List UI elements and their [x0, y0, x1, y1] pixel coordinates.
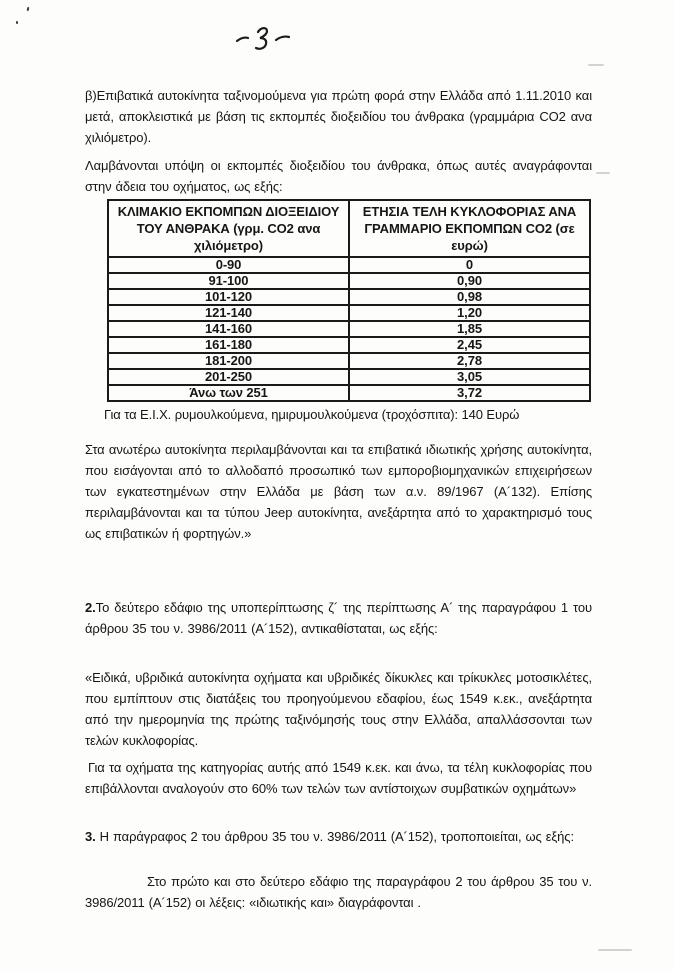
paragraph-intro-b: β)Επιβατικά αυτοκίνητα ταξινομούμενα για πρώτη φορά στην Ελλάδα από 1.11.2010 και μετά, αποκλειστικά με βάση τις εκπομπές διοξειδίου του άνθρακα (γραμμάρια CO2 ανα χιλιόμετρο).: [85, 88, 592, 145]
scan-artifact: [16, 21, 18, 24]
co2-emissions-fees-table: [107, 199, 591, 402]
paragraph-emissions-consider: Λαμβάνονται υπόψη οι εκπομπές διοξειδίου του άνθρακα, όπως αυτές αναγράφονται στην άδεια του οχήματος, ως εξής:: [85, 158, 592, 194]
table-header-row: [108, 200, 590, 257]
fee-per-gram-cell: 0,90: [349, 273, 590, 289]
table-row: [108, 257, 590, 273]
fee-per-gram-cell: 2,78: [349, 353, 590, 369]
fee-per-gram-cell: 1,20: [349, 305, 590, 321]
emissions-range-cell: 141-160: [108, 321, 349, 337]
scan-artifact: [596, 172, 610, 174]
page-number-text: [234, 52, 235, 53]
section-2-intro-text: Το δεύτερο εδάφιο της υποπερίπτωσης ζ´ της περίπτωσης Α´ της παραγράφου 1 του άρθρου 35 του ν. 3986/2011 (Α´152), αντικαθίσταται, ως εξής:: [85, 600, 592, 636]
section-2-intro: [85, 597, 592, 639]
table-row: [108, 385, 590, 401]
handwritten-3-icon: [234, 24, 294, 52]
emissions-range-cell: Άνω των 251: [108, 385, 349, 401]
table-row: [108, 321, 590, 337]
emissions-range-cell: 161-180: [108, 337, 349, 353]
fee-per-gram-cell: 2,45: [349, 337, 590, 353]
emissions-range-cell: 0-90: [108, 257, 349, 273]
scan-artifact: [588, 64, 604, 66]
section-3-number: 3.: [85, 829, 96, 844]
emissions-range-cell: 181-200: [108, 353, 349, 369]
table-row: [108, 353, 590, 369]
section-2-number: 2.: [85, 600, 96, 615]
fee-per-gram-cell: 0: [349, 257, 590, 273]
table-row: [108, 369, 590, 385]
emissions-range-cell: 101-120: [108, 289, 349, 305]
table-row: [108, 289, 590, 305]
scan-artifact: [598, 949, 632, 951]
table-row: [108, 337, 590, 353]
section-3-intro-text: Η παράγραφος 2 του άρθρου 35 του ν. 3986/2011 (Α´152), τροποποιείται, ως εξής:: [95, 829, 574, 844]
fee-per-gram-cell: 0,98: [349, 289, 590, 305]
note-eix-trailers: Για τα Ε.Ι.Χ. ρυμουλκούμενα, ημιρυμουλκούμενα (τροχόσπιτα): 140 Ευρώ: [104, 407, 520, 422]
emissions-range-cell: 201-250: [108, 369, 349, 385]
fee-per-gram-cell: 1,85: [349, 321, 590, 337]
table-header-emissions-bracket: ΚΛΙΜΑΚΙΟ ΕΚΠΟΜΠΩΝ ΔΙΟΞΕΙΔΙΟΥ ΤΟΥ ΑΝΘΡΑΚΑ (γρμ. CO2 ανα χιλιόμετρο): [108, 200, 349, 257]
emissions-range-cell: 121-140: [108, 305, 349, 321]
emissions-range-cell: 91-100: [108, 273, 349, 289]
section-2-quote-hybrid: «Ειδικά, υβριδικά αυτοκίνητα οχήματα και υβριδικές δίκυκλες και τρίκυκλες μοτοσικλέτες, που εμπίπτουν στις διατάξεις του προηγούμενου εδαφίου, έως 1549 κ.εκ., ανεξάρτητα από την ημερομηνία της πρώτης ταξινόμησής τους στην Ελλάδα, απαλλάσσονται των τελών κυκλοφορίας.: [85, 670, 592, 748]
section-3-intro: [85, 826, 592, 847]
handwritten-page-number: [234, 24, 294, 52]
section-2-quote-over-1549: Για τα οχήματα της κατηγορίας αυτής από 1549 κ.εκ. και άνω, τα τέλη κυκλοφορίας που επιβάλλονται αναλογούν στο 60% των τελών των αντίστοιχων συμβατικών οχημάτων»: [85, 760, 592, 796]
table-header-annual-fees: ΕΤΗΣΙΑ ΤΕΛΗ ΚΥΚΛΟΦΟΡΙΑΣ ΑΝΑ ΓΡΑΜΜΑΡΙΟ ΕΚΠΟΜΠΩΝ CO2 (σε ευρώ): [349, 200, 590, 257]
paragraph-included-vehicles: Στα ανωτέρω αυτοκίνητα περιλαμβάνονται και τα επιβατικά ιδιωτικής χρήσης αυτοκίνητα, που εισάγονται από το αλλοδαπό προσωπικό των εμποροβιομηχανικών επιχειρήσεων των εγκατεστημένων στην Ελλάδα με βάση των α.ν. 89/1967 (Α´132). Επίσης περιλαμβάνονται και τα τύπου Jeep αυτοκίνητα, ανεξάρτητα από το χαρακτηρισμό τους ως επιβατικών ή φορτηγών.»: [85, 442, 592, 541]
table-row: [108, 305, 590, 321]
section-3-body: Στο πρώτο και στο δεύτερο εδάφιο της παραγράφου 2 του άρθρου 35 του ν. 3986/2011 (Α´152) οι λέξεις: «ιδιωτικής και» διαγράφονται .: [85, 874, 592, 910]
scan-artifact: [27, 7, 30, 11]
fee-per-gram-cell: 3,05: [349, 369, 590, 385]
fee-per-gram-cell: 3,72: [349, 385, 590, 401]
table-row: [108, 273, 590, 289]
